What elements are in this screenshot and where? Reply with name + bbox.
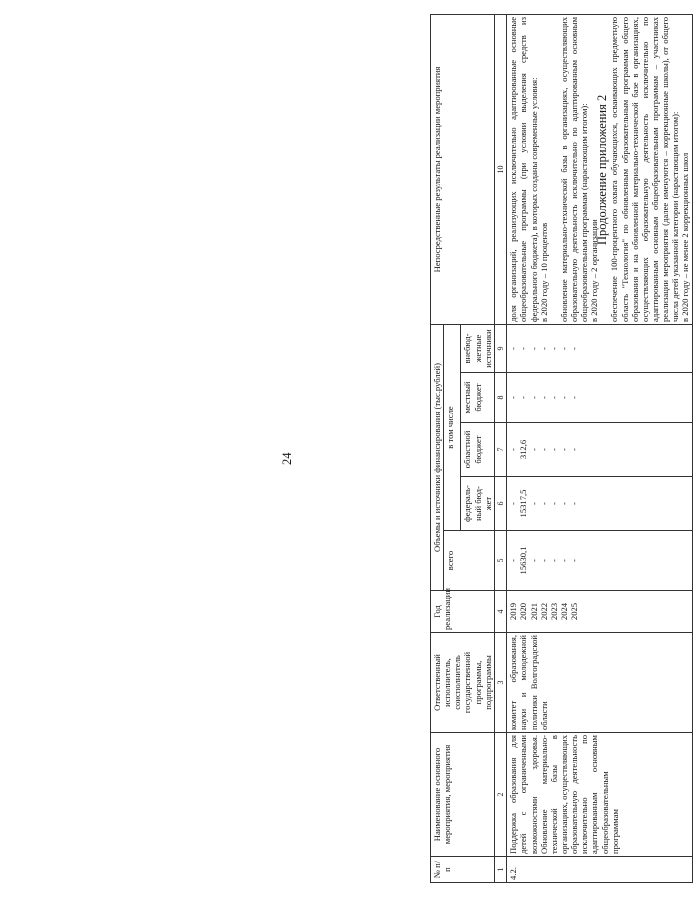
value-cell: - bbox=[518, 396, 529, 399]
header-local: местный бюджет bbox=[461, 373, 494, 423]
value-cell: - bbox=[569, 448, 580, 451]
col-number: 2 bbox=[494, 733, 506, 857]
row-executor: комитет образования, науки и молодежной политики Волгоградской области bbox=[507, 633, 692, 733]
year-cell: 2023 bbox=[548, 602, 559, 621]
value-cell: - bbox=[508, 559, 519, 562]
year-cell: 2019 bbox=[508, 602, 519, 621]
value-cell: - bbox=[508, 396, 519, 399]
value-cell: - bbox=[508, 502, 519, 505]
value-cell: - bbox=[548, 448, 559, 451]
header-results: Непосредственные результаты реализации мероприятия bbox=[431, 14, 495, 324]
value-cell: - bbox=[558, 559, 569, 562]
value-cell: - bbox=[528, 559, 539, 562]
result-text: доля организаций, реализующих исключительно адаптированные основные общеобразовательные программы (при условии выделения средств из федерального бюджета), в которых созданы современные условия: bbox=[508, 16, 539, 322]
value-cell: - bbox=[518, 347, 529, 350]
value-cell: - bbox=[528, 396, 539, 399]
col-number: 7 bbox=[494, 423, 506, 477]
result-block bbox=[508, 17, 549, 322]
header-regional: областной бюджет bbox=[461, 423, 494, 477]
value-cell: - bbox=[538, 396, 549, 399]
value-cell: - bbox=[558, 347, 569, 350]
value-cell: - bbox=[548, 347, 559, 350]
result-text: в 2020 году – не менее 2 коррекционных школ bbox=[680, 152, 691, 322]
result-text: обеспечение 100-процентного охвата обучающихся, осваивающих предметную область "Технология" по обновленным образовательным программам общего образования и на обновленной материально-технической базе в организациях, осуществляющих образовательную деятельность исключительно по адаптированным основным общеобразовательным программам – участниках реализации мероприятия (далее именуются – коррекционные школы), от общего числа детей указанной категории (нарастающим итогом): bbox=[609, 16, 681, 322]
value-cell: 15317,5 bbox=[518, 489, 529, 518]
row-federal bbox=[507, 477, 692, 531]
header-federal: федераль- ный бюд- жет bbox=[461, 477, 494, 531]
value-cell: 312,6 bbox=[518, 439, 529, 460]
header-year: Год реализации bbox=[431, 591, 495, 633]
year-cell: 2020 bbox=[518, 602, 529, 621]
result-text: обновление материально-технической базы в организациях, осуществляющих образовательную деятельность исключительно по адаптированным основным общеобразовательным программам (нарастающим итогом): bbox=[558, 16, 590, 322]
value-cell: - bbox=[528, 347, 539, 350]
result-text: в 2020 году – 2 организации bbox=[589, 219, 600, 322]
row-num: 4.2. bbox=[507, 857, 692, 883]
page-number: 24 bbox=[280, 452, 294, 465]
header-row-1 bbox=[431, 14, 444, 882]
value-cell: - bbox=[548, 559, 559, 562]
value-cell: - bbox=[538, 448, 549, 451]
year-cell: 2021 bbox=[528, 602, 539, 621]
value-cell: - bbox=[569, 347, 580, 350]
funding-table bbox=[430, 15, 691, 883]
value-cell: - bbox=[508, 448, 519, 451]
col-number: 9 bbox=[494, 324, 506, 372]
result-block bbox=[609, 17, 690, 322]
year-cell: 2024 bbox=[558, 602, 569, 621]
appendix-note: Продолжение приложения 2 bbox=[595, 94, 609, 245]
header-incl: в том числе bbox=[444, 324, 461, 530]
header-offbudget: внебюд- жетные источники bbox=[461, 324, 494, 372]
value-cell: - bbox=[558, 396, 569, 399]
col-number: 1 bbox=[494, 857, 506, 883]
col-number: 6 bbox=[494, 477, 506, 531]
value-cell: - bbox=[508, 347, 519, 350]
table-row bbox=[507, 14, 692, 882]
year-cell: 2022 bbox=[538, 602, 549, 621]
header-executor: Ответственный исполнитель, соисполнитель государственной программы, подпрограммы bbox=[431, 633, 495, 733]
value-cell: - bbox=[569, 559, 580, 562]
value-cell: - bbox=[538, 559, 549, 562]
header-total: всего bbox=[444, 531, 495, 591]
row-local bbox=[507, 373, 692, 423]
col-number: 10 bbox=[494, 14, 506, 324]
result-block bbox=[559, 17, 600, 322]
header-funding: Объемы и источники финансирования (тыс.рублей) bbox=[431, 324, 444, 590]
header-num: № п/п bbox=[431, 857, 495, 883]
value-cell: - bbox=[528, 448, 539, 451]
value-cell: - bbox=[538, 347, 549, 350]
value-cell: - bbox=[548, 502, 559, 505]
value-cell: - bbox=[548, 396, 559, 399]
col-number: 8 bbox=[494, 373, 506, 423]
result-text: в 2020 году – 10 процентов bbox=[538, 222, 549, 322]
value-cell: - bbox=[538, 502, 549, 505]
row-years bbox=[507, 591, 692, 633]
row-regional bbox=[507, 423, 692, 477]
value-cell: - bbox=[528, 502, 539, 505]
row-offbudget bbox=[507, 324, 692, 372]
col-number: 3 bbox=[494, 633, 506, 733]
row-name: Поддержка образования для детей с ограниченными возможностями здоровья. Обновление материально-технической базы в организациях, осуществляющих образовательную деятельность исключительно по адаптированным основным общеобразовательным программам bbox=[507, 733, 692, 857]
value-cell: - bbox=[558, 448, 569, 451]
value-cell: - bbox=[558, 502, 569, 505]
value-cell: - bbox=[569, 502, 580, 505]
col-number: 4 bbox=[494, 591, 506, 633]
header-name: Наименование основного мероприятия, мероприятия bbox=[431, 733, 495, 857]
row-total bbox=[507, 531, 692, 591]
value-cell: 15630,1 bbox=[518, 546, 529, 575]
year-cell: 2025 bbox=[569, 602, 580, 621]
column-number-row bbox=[494, 14, 506, 882]
row-results bbox=[507, 14, 692, 324]
col-number: 5 bbox=[494, 531, 506, 591]
value-cell: - bbox=[569, 396, 580, 399]
